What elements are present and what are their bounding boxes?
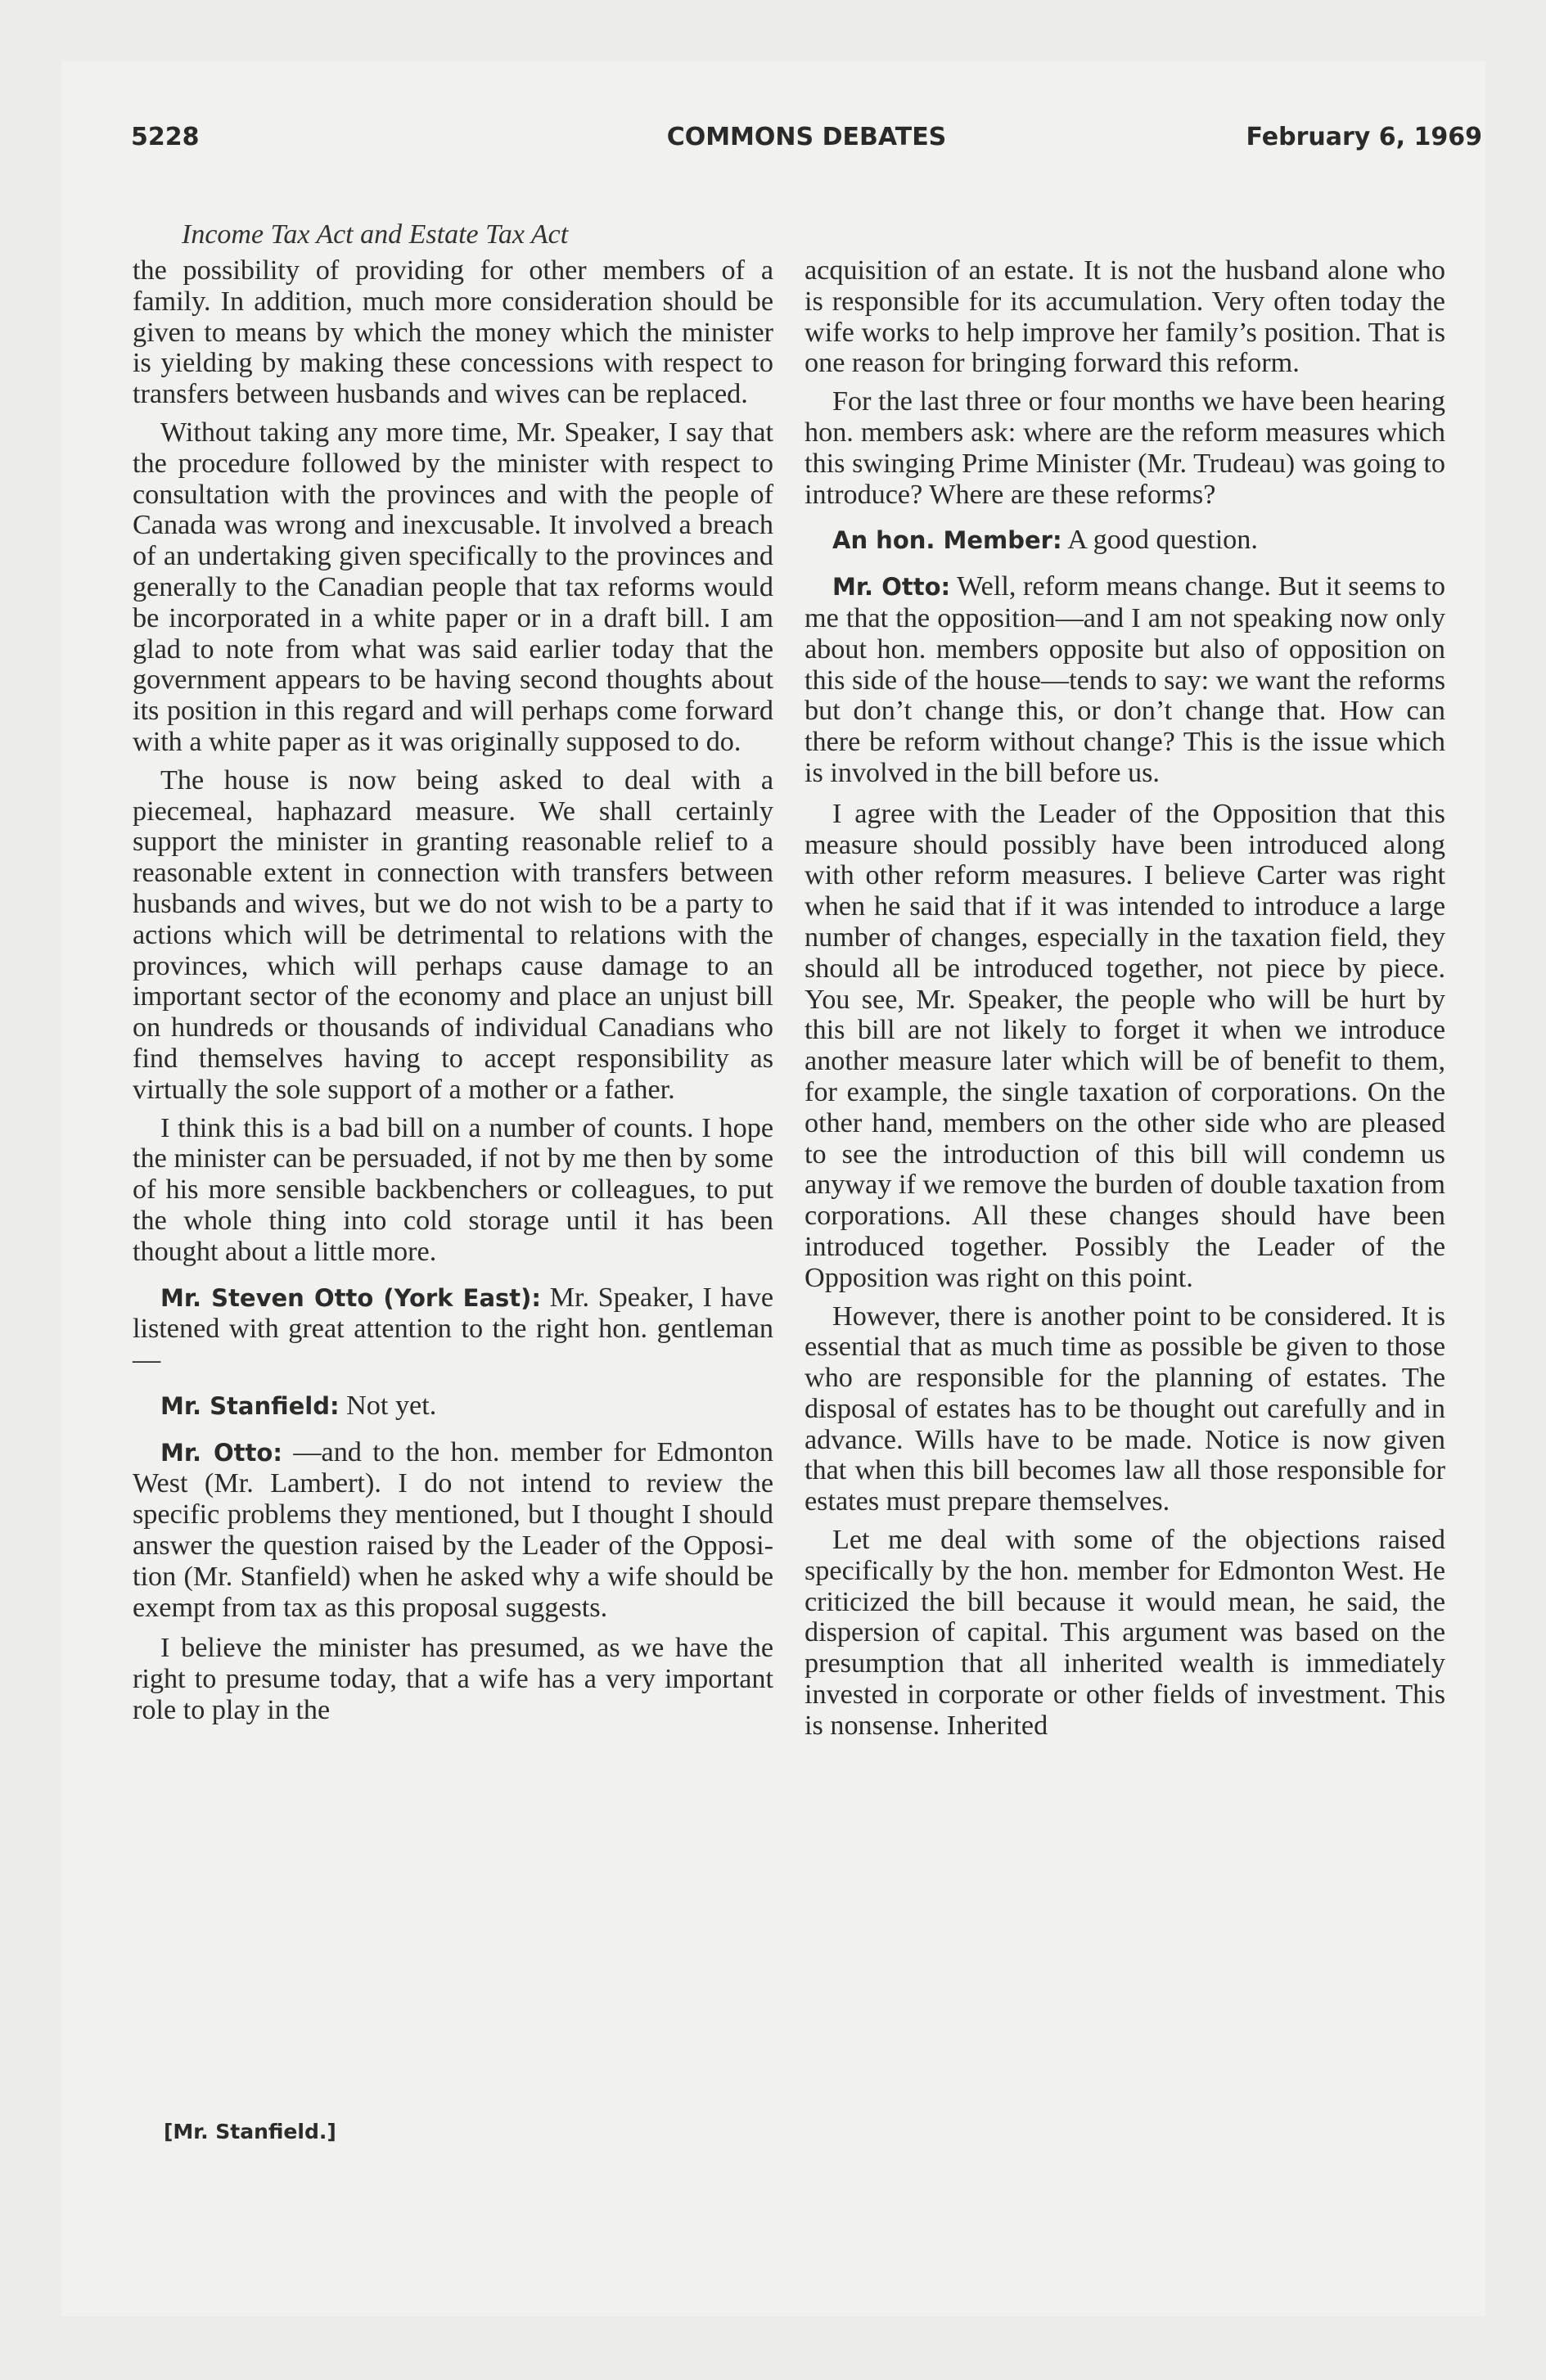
paragraph: The house is now being asked to deal with a piecemeal, haphazard measure. We shall certainly support the minister in granting reasonable relief to a reasonable extent in connection with transfers between husbands and wives, but we do not wish to be a party to actions which will be detrimental to relations with the provinces, which will perhaps cause damage to an important sector of the economy and place an unjust bill on hundreds or thousands of individual Canadians who find themselves having to accept responsibility as virtually the sole support of a mother or a father. xyxy=(133,764,773,1105)
running-title: Income Tax Act and Estate Tax Act xyxy=(182,219,569,250)
page-number: 5228 xyxy=(131,123,200,151)
paragraph: the possibility of providing for other members of a family. In addition, much more consideration should be given to means by which the money which the minister is yielding by making these concessions with respect to transfers between husbands and wives can be replaced. xyxy=(133,255,773,410)
publication-date: February 6, 1969 xyxy=(1246,123,1482,151)
paragraph: Without taking any more time, Mr. Speaker, I say that the procedure followed by the minister with respect to consultation with the provinces and with the people of Canada was wrong and inexcusable. It involved a breach of an undertaking given specifically to the provinces and generally to the Canadian people that tax reforms would be incorporated in a white paper or in a draft bill. I am glad to note from what was said earlier today that the government appears to be having second thoughts about its position in this regard and will perhaps come forward with a white paper as it was originally supposed to do. xyxy=(133,417,773,757)
speech-paragraph: Mr. Otto: —and to the hon. member for Edmonton West (Mr. Lambert). I do not intend to review the specific problems they mentioned, but I thought I should answer the question raised by the Leader of the Opposition (Mr. Stanfield) when he asked why a wife should be exempt from tax as this proposal suggests. xyxy=(133,1436,773,1623)
speech-paragraph: Mr. Steven Otto (York East): Mr. Speaker, I have listened with great attention to the right hon. gentleman— xyxy=(133,1282,773,1376)
paragraph: For the last three or four months we have been hearing hon. members ask: where are the reform measures which this swinging Prime Minister (Mr. Trudeau) was going to introduce? Where are these reforms? xyxy=(805,386,1445,510)
speech-paragraph: Mr. Otto: Well, reform means change. But it seems to me that the opposition—and I am not speaking now only about hon. members opposite but also of opposition on this side of the house—tends to say: we want the reforms but don’t change this, or don’t change that. How can there be reform without change? This is the issue which is involved in the bill before us. xyxy=(805,571,1445,788)
left-column xyxy=(133,255,773,1733)
speaker-name: Mr. Stanfield: xyxy=(160,1391,340,1420)
speech-paragraph: Mr. Stanfield: Not yet. xyxy=(160,1390,437,1421)
speaker-name: Mr. Otto: xyxy=(160,1438,282,1467)
paragraph: However, there is another point to be considered. It is essential that as much time as possible be given to those who are responsible for the planning of estates. The disposal of estates has to be thought out carefully and in advance. Wills have to be made. Notice is now given that when this bill becomes law all those responsible for estates must prepare themselves. xyxy=(805,1300,1445,1517)
paragraph: acquisition of an estate. It is not the husband alone who is responsible for its accumulation. Very often today the wife works to help improve her family’s position. That is one reason for bringing forward this reform. xyxy=(805,255,1445,379)
paragraph: I agree with the Leader of the Opposition that this measure should possibly have been introduced along with other reform measures. I believe Carter was right when he said that if it was intended to introduce a large number of changes, especially in the taxation field, they should all be introduced together, not piece by piece. You see, Mr. Speaker, the people who will be hurt by this bill are not likely to forget it when we introduce another measure later which will be of benefit to them, for example, the single taxation of corporations. On the other hand, members on the other side who are pleased to see the introduction of this bill will condemn us anyway if we remove the burden of double taxation from corporations. All these changes should have been introduced together. Possibly the Leader of the Opposition was right on this point. xyxy=(805,798,1445,1293)
footer-speaker-note: [Mr. Stanfield.] xyxy=(164,2120,336,2143)
publication-title: COMMONS DEBATES xyxy=(666,123,947,151)
paragraph: I think this is a bad bill on a number of counts. I hope the minister can be persuaded, if not by me then by some of his more sensible backbenchers or colleagues, to put the whole thing into cold storage until it has been thought about a little more. xyxy=(133,1112,773,1267)
page-header xyxy=(70,123,1482,156)
speaker-name: Mr. Steven Otto (York East): xyxy=(160,1283,541,1312)
speaker-name: An hon. Member: xyxy=(832,526,1062,555)
paragraph: I believe the minister has presumed, as we have the right to presume today, that a wife has a very important role to play in the xyxy=(133,1633,773,1726)
speaker-name: Mr. Otto: xyxy=(832,573,951,602)
right-column xyxy=(805,255,1445,1749)
speech-paragraph: An hon. Member: A good question. xyxy=(832,525,1258,556)
paragraph: Let me deal with some of the objections raised specifically by the hon. member for Edmonton West. He criticized the bill because it would mean, he said, the dispersion of capital. This argument was based on the presumption that all inherited wealth is immediately invested in corporate or other fields of investment. This is nonsense. Inherited xyxy=(805,1525,1445,1741)
